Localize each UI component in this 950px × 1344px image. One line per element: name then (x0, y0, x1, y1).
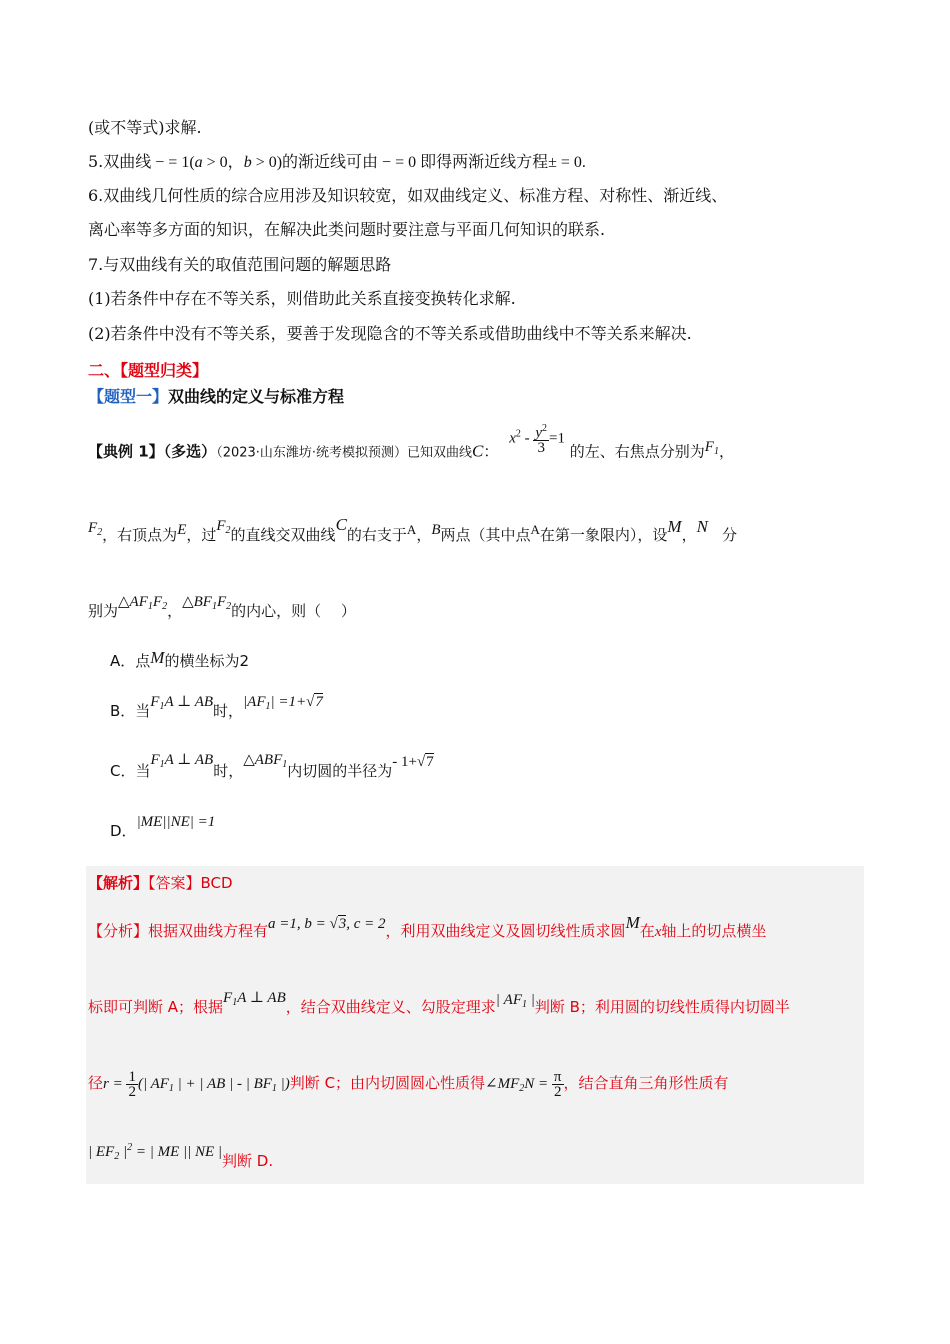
hyperbola-equation: $x^2$ - $\frac{y^2}{3}$ =1 (509, 423, 565, 456)
intro-line-6: (1)若条件中存在不等关系，则借助此关系直接变换转化求解. (88, 289, 516, 308)
intro-line-2: 5.双曲线 − = 1(a > 0，b > 0)的渐近线可由 − = 0 即得两渐近线方程± = 0. (88, 152, 586, 171)
analysis-line-2: 标即可判断 A；根据$F_1A$ ⊥ AB，结合双曲线定义、勾股定理求| $AF_1$ |判断 B；利用圆的切线性质得内切圆半 (88, 990, 790, 1016)
analysis-line-4: | $EF_2$ $|^2$ = | ME || NE |判断 D. (88, 1142, 274, 1170)
example-line-3: 别为$\triangle AF_1F_2$，$\triangle BF_1F_2$的内心，则（ ） (88, 594, 356, 620)
option-d[interactable]: D．|ME||NE| =1 (110, 814, 216, 840)
type-heading: 【题型一】双曲线的定义与标准方程 (88, 387, 345, 406)
analysis-line-3: 径r = $\frac{1}{2}$ (| $AF_1$ | + | AB | - | $BF_1$ |)判断 C；由内切圆圆心性质得$\angle MF_2N$ = $\frac{\pi}{2}$ ，结合直角三角形性质有 (88, 1069, 729, 1100)
section-heading: 二、【题型归类】 (88, 361, 209, 380)
intro-line-3: 6.双曲线几何性质的综合应用涉及知识较宽，如双曲线定义、标准方程、对称性、渐近线、 (88, 186, 728, 205)
intro-line-5: 7.与双曲线有关的取值范围问题的解题思路 (88, 255, 392, 274)
option-a[interactable]: A．点M的横坐标为2 (110, 648, 249, 670)
example-line-2: $F_2$，右顶点为E，过$F_2$的直线交双曲线C的右支于A，B两点（其中点A在第一象限内），设M，N 分 (88, 515, 737, 544)
analysis-line-1: 【分析】根据双曲线方程有a =1, b = √3, c = 2，利用双曲线定义及圆切线性质求圆M在x轴上的切点横坐 (88, 913, 767, 940)
example-line-1: 【典例 1】（多选）（2023·山东潍坊·统考模拟预测）已知双曲线C： $x^2$ - $\frac{y^2}{3}$ =1 的左、右焦点分别为$F_1$， (88, 423, 734, 461)
analysis-answer: 【解析】【答案】BCD (88, 874, 233, 892)
analysis-box (86, 866, 864, 1184)
intro-line-7: (2)若条件中没有不等关系，要善于发现隐含的不等关系或借助曲线中不等关系来解决. (88, 324, 692, 343)
option-c[interactable]: C．当$F_1A$ ⊥ AB时，$\triangle ABF_1$内切圆的半径为- 1+√7 (110, 752, 434, 780)
intro-line-4: 离心率等多方面的知识，在解决此类问题时要注意与平面几何知识的联系. (88, 220, 606, 239)
intro-line-1: (或不等式)求解. (88, 118, 202, 137)
option-b[interactable]: B．当$F_1A$ ⊥ AB时，$|AF_1| =1+√7$ (110, 694, 323, 720)
